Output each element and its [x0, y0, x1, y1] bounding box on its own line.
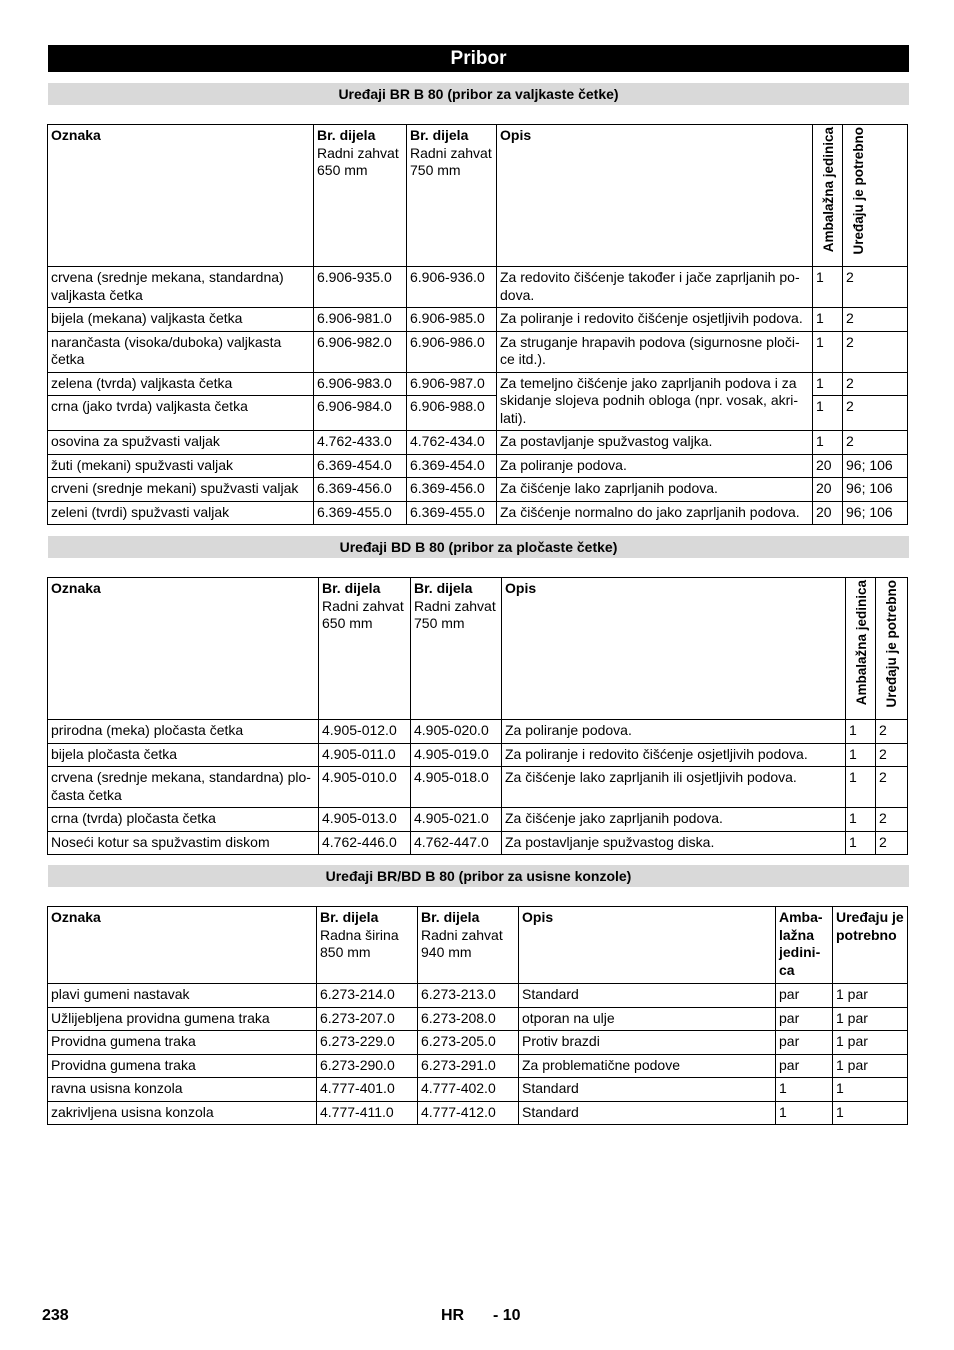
col-header-opis: Opis — [519, 907, 776, 984]
table-row: prirodna (meka) pločasta četka 4.905-012.0 4.905-020.0 Za poliranje podova. 1 2 — [48, 720, 908, 744]
col-header-part-no-750: Br. dijela Radni zahvat 750 mm — [407, 125, 497, 267]
col-header-oznaka: Oznaka — [48, 125, 314, 267]
section-heading-disc-brushes: Uređaji BD B 80 (pribor za pločaste četke) — [48, 536, 909, 558]
table-row: narančasta (visoka/duboka) valjkasta četka 6.906-982.0 6.906-986.0 Za struganje hrapavih podova (sigurnosne pločice itd.). 1 2 — [48, 331, 908, 372]
page-title: Pribor — [48, 45, 909, 72]
table-row: Užlijebljena providna gumena traka 6.273-207.0 6.273-208.0 otporan na ulje par 1 par — [48, 1007, 908, 1031]
table-row: žuti (mekani) spužvasti valjak 6.369-454.0 6.369-454.0 Za poliranje podova. 20 96; 106 — [48, 454, 908, 478]
col-header-opis: Opis — [497, 125, 813, 267]
section-heading-roller-brushes: Uređaji BR B 80 (pribor za valjkaste četke) — [48, 83, 909, 105]
sub-page-number: - 10 — [493, 1307, 521, 1324]
table-row: bijela (mekana) valjkasta četka 6.906-981.0 6.906-985.0 Za poliranje i redovito čišćenje osjetljivih podova. 1 2 — [48, 308, 908, 332]
col-header-part-no-750: Br. dijela Radni zahvat 750 mm — [411, 578, 502, 720]
table-row: zakrivljena usisna konzola 4.777-411.0 4.777-412.0 Standard 1 1 — [48, 1101, 908, 1125]
col-header-part-no-650: Br. dijela Radni zahvat 650 mm — [314, 125, 407, 267]
table-row: crvena (srednje mekana, standardna) pločasta četka 4.905-010.0 4.905-018.0 Za čišćenje lako zaprljanih ili osjetljivih podova. 1 2 — [48, 767, 908, 808]
col-header-required: Uređaju je potrebno — [843, 125, 908, 267]
table-row: crveni (srednje mekani) spužvasti valjak 6.369-456.0 6.369-456.0 Za čišćenje lako zaprljanih podova. 20 96; 106 — [48, 478, 908, 502]
col-header-part-no-940: Br. dijela Radni zahvat 940 mm — [418, 907, 519, 984]
table-row: Providna gumena traka 6.273-229.0 6.273-205.0 Protiv brazdi par 1 par — [48, 1031, 908, 1055]
table-row: Noseći kotur sa spužvastim diskom 4.762-446.0 4.762-447.0 Za postavljanje spužvastog diska. 1 2 — [48, 831, 908, 855]
col-header-packaging-unit: Ambalažna jedinica — [846, 578, 876, 720]
table-row: osovina za spužvasti valjak 4.762-433.0 4.762-434.0 Za postavljanje spužvastog valjka. 1 2 — [48, 431, 908, 455]
table-row: zeleni (tvrdi) spužvasti valjak 6.369-455.0 6.369-455.0 Za čišćenje normalno do jako zaprljanih podova. 20 96; 106 — [48, 501, 908, 525]
col-header-part-no-850: Br. dijela Radna širina 850 mm — [317, 907, 418, 984]
col-header-oznaka: Oznaka — [48, 578, 319, 720]
language-code: HR — [441, 1307, 465, 1324]
section-heading-suction-consoles: Uređaji BR/BD B 80 (pribor za usisne konzole) — [48, 865, 909, 887]
col-header-packaging-unit: Ambalažna jedinica — [776, 907, 833, 984]
table-disc-brushes — [47, 577, 908, 855]
table-row: plavi gumeni nastavak 6.273-214.0 6.273-213.0 Standard par 1 par — [48, 984, 908, 1008]
col-header-required: Uređaju je potrebno — [833, 907, 908, 984]
col-header-packaging-unit: Ambalažna jedinica — [813, 125, 843, 267]
page-number: 238 — [42, 1307, 69, 1324]
col-header-opis: Opis — [502, 578, 846, 720]
table-row: crna (jako tvrda) valjkasta četka 6.906-984.0 6.906-988.0 1 2 — [48, 396, 908, 431]
table-suction-consoles — [47, 906, 908, 1125]
col-header-part-no-650: Br. dijela Radni zahvat 650 mm — [319, 578, 411, 720]
col-header-oznaka: Oznaka — [48, 907, 317, 984]
table-row: zelena (tvrda) valjkasta četka 6.906-983.0 6.906-987.0 Za temeljno čišćenje jako zaprljanih podova i za skidanje slojeva podnih obloga (npr. vosak, akrilati). 1 2 — [48, 372, 908, 396]
table-row: bijela pločasta četka 4.905-011.0 4.905-019.0 Za poliranje i redovito čišćenje osjetljivih podova. 1 2 — [48, 743, 908, 767]
table-row: Providna gumena traka 6.273-290.0 6.273-291.0 Za problematične podove par 1 par — [48, 1054, 908, 1078]
table-row: ravna usisna konzola 4.777-401.0 4.777-402.0 Standard 1 1 — [48, 1078, 908, 1102]
table-roller-brushes — [47, 124, 908, 525]
table-row: crvena (srednje mekana, standardna) valjkasta četka 6.906-935.0 6.906-936.0 Za redovito čišćenje također i jače zaprljanih podova. 1 2 — [48, 267, 908, 308]
col-header-required: Uređaju je potrebno — [876, 578, 908, 720]
table-row: crna (tvrda) pločasta četka 4.905-013.0 4.905-021.0 Za čišćenje jako zaprljanih podova. 1 2 — [48, 808, 908, 832]
